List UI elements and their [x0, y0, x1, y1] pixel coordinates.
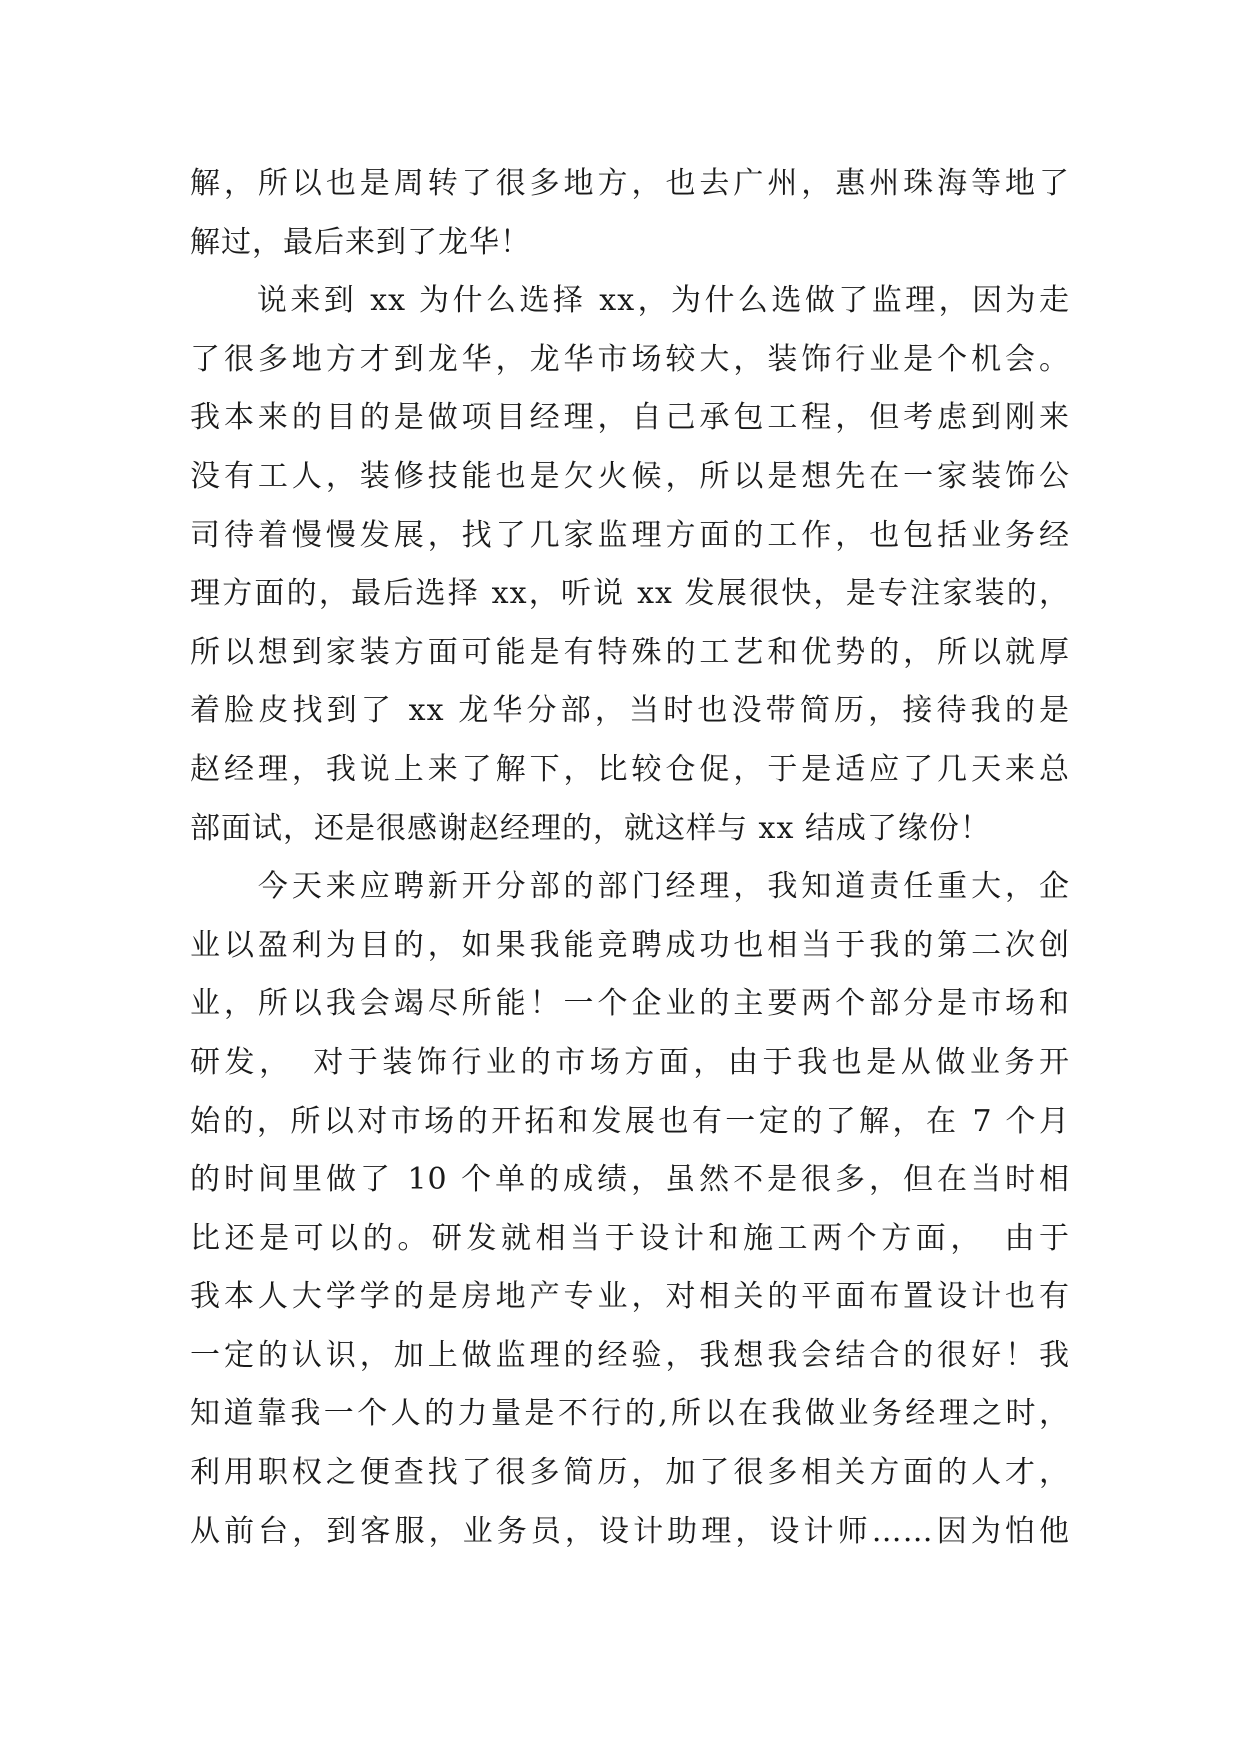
text-line: 始的，所以对市场的开拓和发展也有一定的了解，在 7 个月 [190, 1103, 1070, 1139]
text-line: 我本人大学学的是房地产专业，对相关的平面布置设计也有 [190, 1279, 1070, 1315]
text-line: 着脸皮找到了 xx 龙华分部，当时也没带简历，接待我的是 [190, 693, 1070, 729]
text-line: 解过，最后来到了龙华！ [190, 224, 531, 260]
text-line: 赵经理，我说上来了解下，比较仓促，于是适应了几天来总 [190, 751, 1070, 787]
text-line: 理方面的，最后选择 xx，听说 xx 发展很快，是专注家装的， [190, 576, 1070, 612]
text-line: 从前台，到客服，业务员，设计助理，设计师……因为怕他 [190, 1513, 1070, 1549]
text-line: 所以想到家装方面可能是有特殊的工艺和优势的，所以就厚 [190, 634, 1070, 670]
text-line: 一定的认识，加上做监理的经验，我想我会结合的很好！我 [190, 1337, 1070, 1373]
text-line: 部面试，还是很感谢赵经理的，就这样与 xx 结成了缘份！ [190, 810, 991, 846]
text-line: 我本来的目的是做项目经理，自己承包工程，但考虑到刚来 [190, 400, 1070, 436]
text-line: 今天来应聘新开分部的部门经理，我知道责任重大，企 [190, 869, 1070, 905]
text-line: 利用职权之便查找了很多简历，加了很多相关方面的人才， [190, 1455, 1070, 1491]
text-line: 知道靠我一个人的力量是不行的,所以在我做业务经理之时， [190, 1396, 1070, 1432]
text-line: 说来到 xx 为什么选择 xx，为什么选做了监理，因为走 [190, 283, 1070, 319]
body-text [190, 155, 1070, 1561]
text-line: 业以盈利为目的，如果我能竞聘成功也相当于我的第二次创 [190, 927, 1070, 963]
text-line: 的时间里做了 10 个单的成绩，虽然不是很多，但在当时相 [190, 1162, 1070, 1198]
text-line: 业，所以我会竭尽所能！一个企业的主要两个部分是市场和 [190, 986, 1070, 1022]
text-line: 司待着慢慢发展，找了几家监理方面的工作，也包括业务经 [190, 517, 1070, 553]
text-line: 了很多地方才到龙华，龙华市场较大，装饰行业是个机会。 [190, 341, 1070, 377]
text-line: 解，所以也是周转了很多地方，也去广州，惠州珠海等地了 [190, 166, 1070, 201]
text-line: 没有工人，装修技能也是欠火候，所以是想先在一家装饰公 [190, 458, 1070, 494]
text-line: 比还是可以的。研发就相当于设计和施工两个方面， 由于 [190, 1220, 1070, 1256]
text-line: 研发， 对于装饰行业的市场方面，由于我也是从做业务开 [190, 1044, 1070, 1080]
